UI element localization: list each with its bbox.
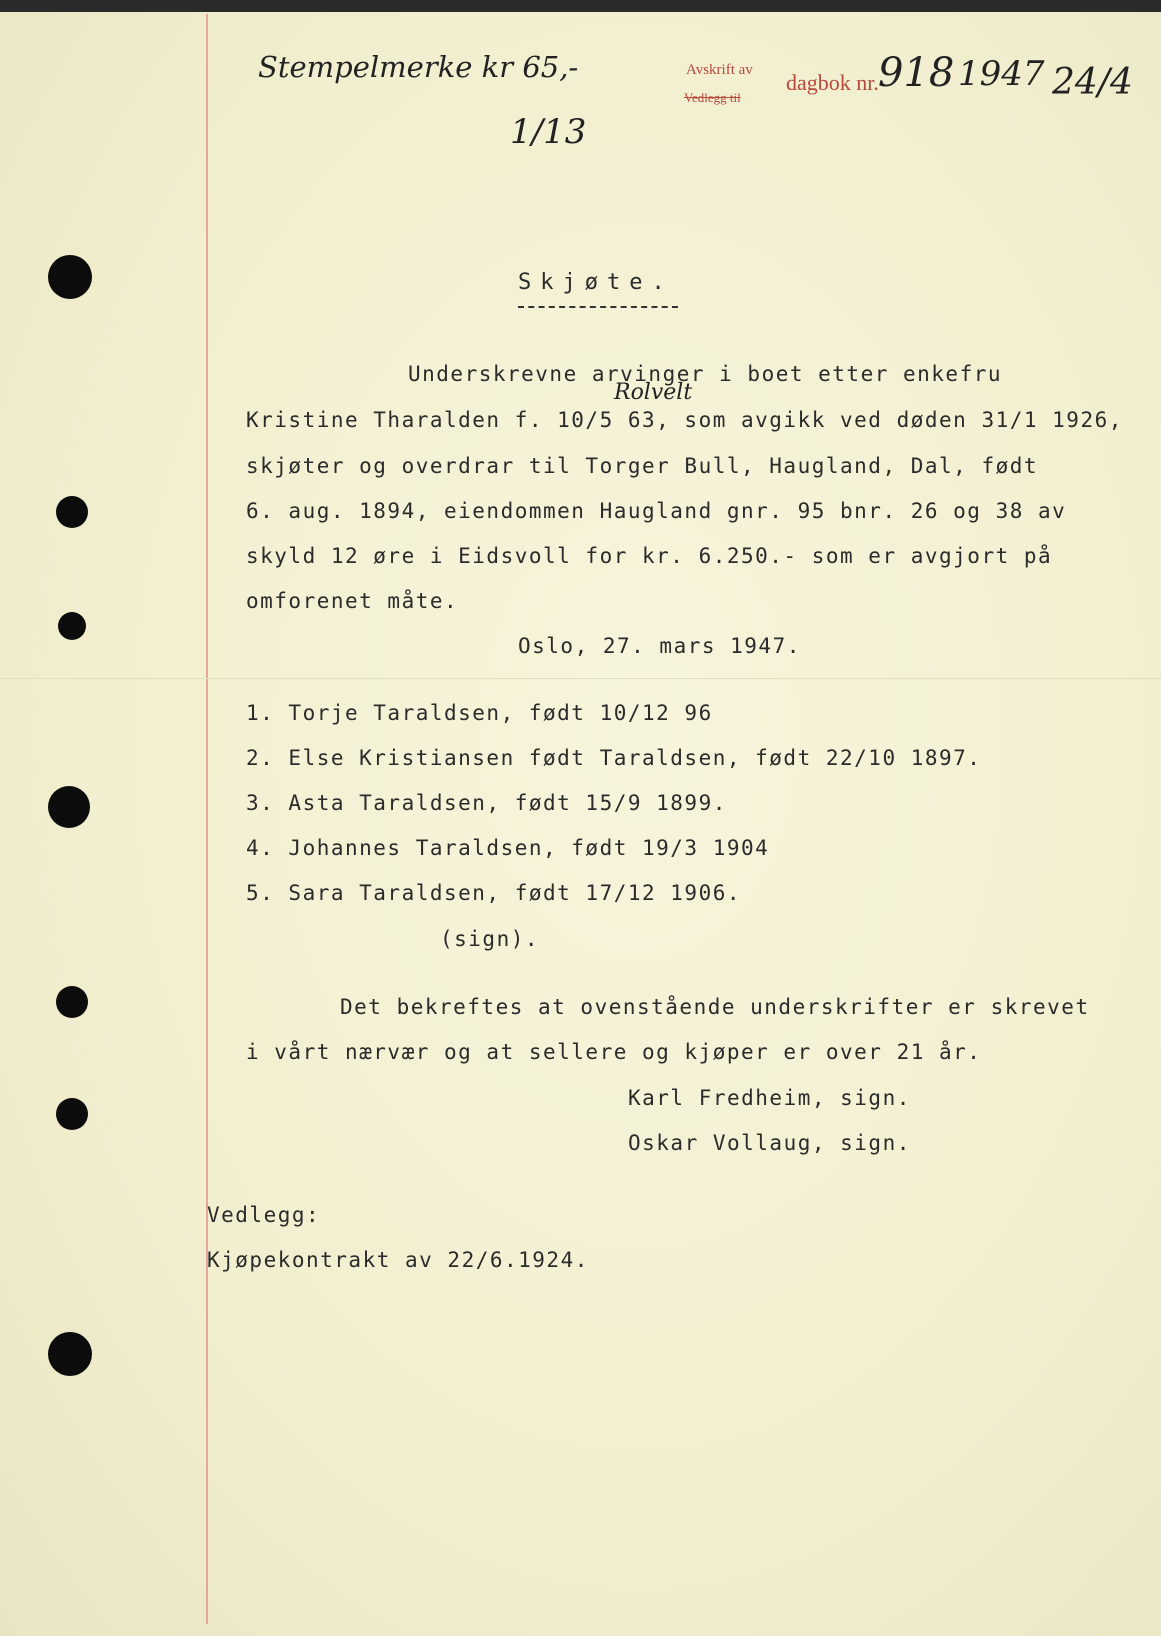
handwritten-insert: Rolvelt	[614, 380, 693, 405]
marginal-number: 1/13	[510, 112, 587, 152]
stamp-label-top: Avskrift av	[686, 62, 753, 78]
punch-hole-5	[56, 986, 88, 1018]
signatory-5: 5. Sara Taraldsen, født 17/12 1906.	[246, 881, 742, 905]
stamp-dagbok-year: 1947	[958, 54, 1045, 94]
margin-rule	[206, 14, 208, 1624]
stamp-date: 24/4	[1052, 62, 1133, 103]
document-title: Skjøte.	[518, 270, 674, 295]
body-line-3: skjøter og overdrar til Torger Bull, Haugland, Dal, født	[246, 454, 1039, 478]
confirmation-line-1: Det bekreftes at ovenstående underskrifter er skrevet	[340, 995, 1090, 1019]
attachments-heading: Vedlegg:	[207, 1203, 321, 1227]
punch-hole-2	[56, 496, 88, 528]
body-line-4: 6. aug. 1894, eiendommen Haugland gnr. 95 bnr. 26 og 38 av	[246, 499, 1067, 523]
punch-hole-7	[48, 1332, 92, 1376]
confirmation-line-2: i vårt nærvær og at sellere og kjøper er over 21 år.	[246, 1040, 982, 1064]
punch-hole-4	[48, 786, 90, 828]
stamp-dagbok-number: 918	[878, 50, 955, 96]
body-line-1: Underskrevne arvinger i boet etter enkefru	[408, 362, 1003, 386]
witness-2: Oskar Vollaug, sign.	[628, 1131, 911, 1155]
punch-hole-6	[56, 1098, 88, 1130]
witness-1: Karl Fredheim, sign.	[628, 1086, 911, 1110]
title-underline	[518, 306, 678, 308]
punch-hole-3	[58, 612, 86, 640]
signatory-1: 1. Torje Taraldsen, født 10/12 96	[246, 701, 713, 725]
attachment-1: Kjøpekontrakt av 22/6.1924.	[207, 1248, 589, 1272]
place-date: Oslo, 27. mars 1947.	[518, 634, 801, 658]
body-line-2: Kristine Tharalden f. 10/5 63, som avgikk ved døden 31/1 1926,	[246, 408, 1123, 432]
stamp-dagbok-label: dagbok nr.	[786, 70, 879, 95]
punch-hole-1	[48, 255, 92, 299]
scan-top-edge	[0, 0, 1161, 12]
signatory-3: 3. Asta Taraldsen, født 15/9 1899.	[246, 791, 727, 815]
body-line-5: skyld 12 øre i Eidsvoll for kr. 6.250.- som er avgjort på	[246, 544, 1053, 568]
signatory-2: 2. Else Kristiansen født Taraldsen, født 22/10 1897.	[246, 746, 982, 770]
body-line-6: omforenet måte.	[246, 589, 459, 613]
sign-note: (sign).	[440, 927, 540, 951]
page-fold-line	[0, 678, 1161, 679]
marginal-note: Stempelmerke kr 65,-	[258, 50, 579, 84]
stamp-label-bottom: Vedlegg til	[684, 90, 741, 105]
signatory-4: 4. Johannes Taraldsen, født 19/3 1904	[246, 836, 770, 860]
